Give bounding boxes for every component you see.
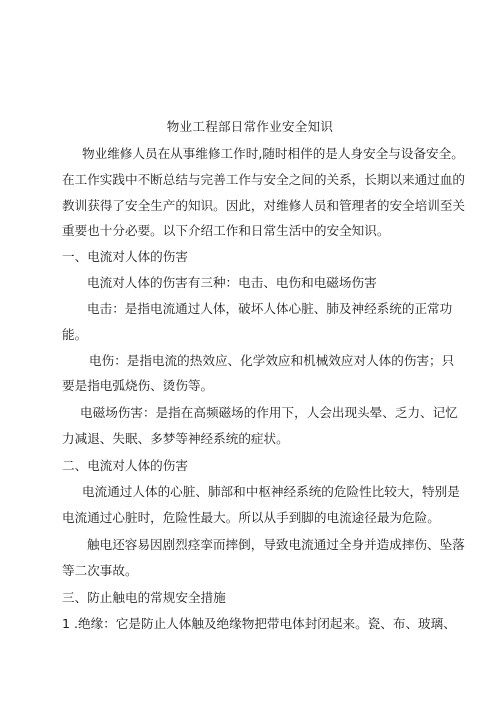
paragraph-line: 力减退、失眠、多梦等神经系统的症状。	[62, 431, 289, 446]
paragraph-line: 触电还容易因剧烈痉挛而摔倒，导致电流通过全身并造成摔伤、坠落	[87, 537, 465, 552]
paragraph-line: 电流通过心脏时，危险性最大。所以从手到脚的电流途径最为危险。	[62, 510, 440, 525]
paragraph-line: 教训获得了安全生产的知识。因此，对维修人员和管理者的安全培训至关	[62, 198, 465, 213]
paragraph-line: 要是指电弧烧伤、烫伤等。	[62, 378, 214, 393]
paragraph-line: 重要也十分必要。以下介绍工作和日常生活中的安全知识。	[62, 223, 390, 238]
paragraph-line: 电流对人体的伤害有三种：电击、电伤和电磁场伤害	[87, 275, 377, 290]
paragraph-line: 电流通过人体的心脏、肺部和中枢神经系统的危险性比较大，特别是	[82, 484, 460, 499]
section-heading: 一、电流对人体的伤害	[62, 249, 188, 264]
paragraph-line: 电伤：是指电流的热效应、化学效应和机械效应对人体的伤害；只	[89, 353, 455, 368]
paragraph-line: 1 .绝缘：它是防止人体触及绝缘物把带电体封闭起来。瓷、布、玻璃、	[62, 616, 456, 631]
document-title: 物业工程部日常作业安全知识	[166, 119, 334, 134]
paragraph-line: 等二次事故。	[62, 563, 138, 578]
paragraph-line: 电磁场伤害：是指在高频磁场的作用下，人会出现头晕、乏力、记忆	[80, 405, 458, 420]
section-heading: 二、电流对人体的伤害	[62, 458, 188, 473]
section-heading: 三、防止触电的常规安全措施	[62, 590, 226, 605]
paragraph-line: 在工作实践中不断总结与完善工作与安全之间的关系，长期以来通过血的	[62, 172, 465, 187]
paragraph-line: 能。	[62, 327, 88, 342]
paragraph-line: 物业维修人员在从事维修工作时,随时相伴的是人身安全与设备安全。	[82, 146, 464, 161]
paragraph-line: 电击：是指电流通过人体，破坏人体心脏、肺及神经系统的正常功	[87, 301, 453, 316]
